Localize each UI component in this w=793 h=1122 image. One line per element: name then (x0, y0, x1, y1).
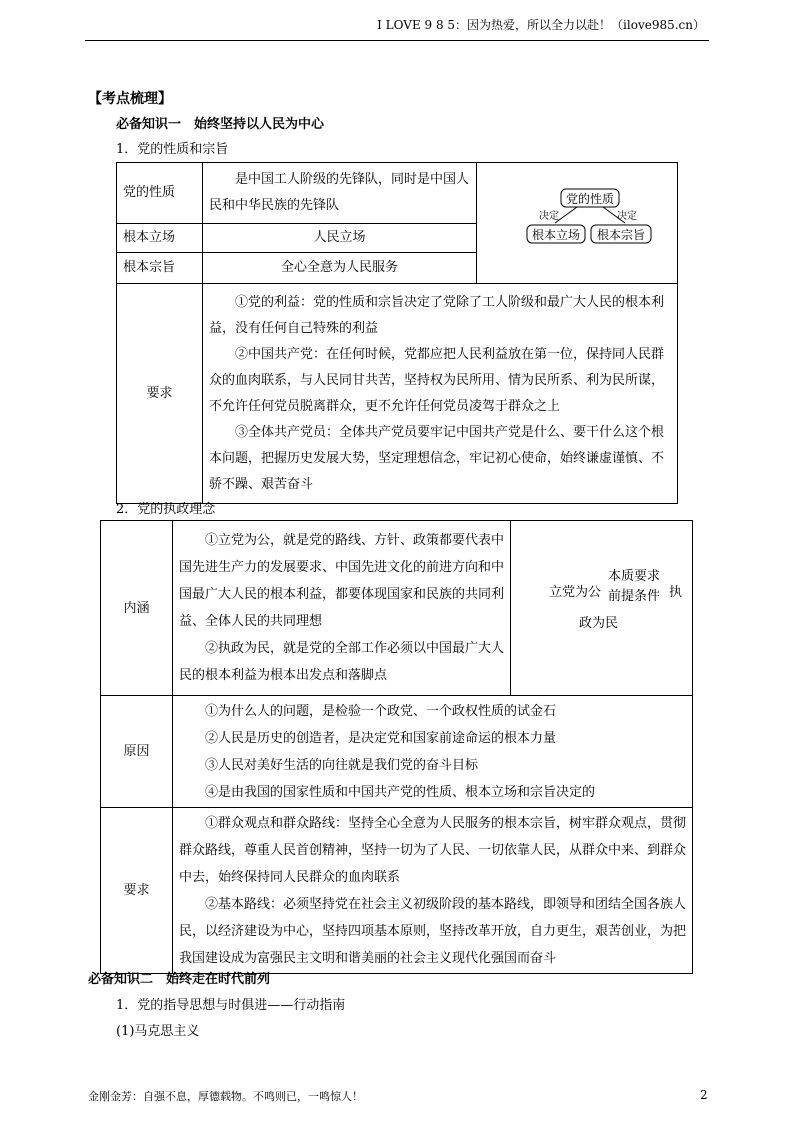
page-number: 2 (700, 1088, 708, 1102)
t1-label-purpose: 根本宗旨 (117, 253, 203, 284)
t1-req-item: ①党的利益：党的性质和宗旨决定了党除了工人阶级和最广大人民的根本利益，没有任何自己特殊的利益 (209, 294, 665, 336)
t2-connotation-item: ②执政为民，就是党的全部工作必须以中国最广大人民的根本利益为根本出发点和落脚点 (179, 641, 505, 683)
t1-label-nature: 党的性质 (117, 163, 203, 224)
party-nature-table (116, 162, 678, 504)
t1-req-item: ②中国共产党：在任何时候，党都应把人民利益放在第一位，保持同人民群众的血肉联系，与人民同甘共苦，坚持权为民所用、情为民所系、利为民所谋，不允许任何党员脱离群众，更不允许任何党员凌驾于群众之上 (209, 346, 665, 414)
t2-reason-item: ①为什么人的问题，是检验一个政党、一个政权性质的试金石 (205, 703, 557, 719)
t1-req-item: ③全体共产党员：全体共产党员要牢记中国共产党是什么、要干什么这个根本问题，把握历史发展大势，坚定理想信念，牢记初心使命，始终谦虚谨慎、不骄不躁、艰苦奋斗 (209, 424, 665, 492)
t2-reason-item: ④是由我国的国家性质和中国共产党的性质、根本立场和宗旨决定的 (205, 784, 596, 800)
knowledge-1-subtitle-2: 2．党的执政理念 (116, 502, 216, 517)
t1-label-stance: 根本立场 (117, 224, 203, 253)
t1-requirements (203, 284, 678, 504)
t2-reason-item: ②人民是历史的创造者，是决定党和国家前途命运的根本力量 (205, 730, 557, 746)
t2-req-item: ②基本路线：必须坚持党在社会主义初级阶段的基本路线，即领导和团结全国各族人民，以经济建设为中心，坚持四项基本原则，坚持改革开放，自力更生，艰苦创业，为把我国建设成为富强民主文明和谐美丽的社会主义现代化强国而奋斗 (179, 896, 687, 966)
t2-label-requirements: 要求 (101, 808, 173, 974)
diagram-decide-left: 决定 (539, 211, 559, 222)
nature-diagram-cell (477, 163, 678, 284)
t1-content-stance: 人民立场 (203, 224, 477, 253)
t2-label-connotation: 内涵 (101, 521, 173, 696)
t2-requirements (173, 808, 693, 974)
t2-reasons (173, 696, 693, 808)
diagram-decide-right: 决定 (617, 211, 637, 222)
section-title: 【考点梳理】 (88, 91, 172, 107)
t1-label-requirements: 要求 (117, 284, 203, 504)
t2-req-item: ①群众观点和群众路线：坚持全心全意为人民服务的根本宗旨，树牢群众观点，贯彻群众路线，尊重人民首创精神，坚持一切为了人民、一切依靠人民，从群众中来、到群众中去，始终保持同人民群众的血肉联系 (179, 815, 687, 885)
diagram-basic-stance: 根本立场 (531, 228, 581, 242)
knowledge-2-title: 必备知识二 始终走在时代前列 (88, 972, 271, 987)
page-header: I LOVE 9 8 5：因为热爱，所以全力以赴！（ilove985.cn） (377, 18, 705, 32)
t2-connotation-item: ①立党为公，就是党的路线、方针、政策都要代表中国先进生产力的发展要求、中国先进文化的前进方向和中国最广大人民的根本利益，都要体现国家和民族的共同利益、全体人民的共同理想 (179, 533, 505, 629)
t1-content-purpose: 全心全意为人民服务 (203, 253, 477, 284)
knowledge-1-title: 必备知识一 始终坚持以人民为中心 (116, 117, 325, 132)
diagram-party-for-public: 立党为公 (549, 585, 602, 600)
t2-reason-item: ③人民对美好生活的向往就是我们党的奋斗目标 (205, 757, 479, 773)
governance-diagram (511, 521, 693, 685)
governance-table (100, 520, 693, 974)
page-footer: 金刚金芳：自强不息，厚德载物。不鸣则已，一鸣惊人！ (88, 1090, 363, 1103)
diagram-party-nature: 党的性质 (565, 192, 615, 206)
t1-nature-text: 是中国工人阶级的先锋队，同时是中国人民和中华民族的先锋队 (209, 172, 470, 214)
diagram-essential-requirement: 本质要求 (608, 569, 661, 584)
diagram-govern-for-people: 政为民 (579, 616, 619, 631)
diagram-precondition: 前提条件 (608, 589, 661, 604)
header-rule (85, 40, 709, 41)
t2-connotation (173, 521, 511, 696)
t1-content-nature (203, 163, 477, 224)
diagram-govern-char: 执 (669, 585, 683, 600)
knowledge-2-item-1: (1)马克思主义 (116, 1024, 200, 1039)
diagram-basic-purpose: 根本宗旨 (596, 228, 646, 242)
governance-diagram-cell (511, 521, 693, 696)
knowledge-1-subtitle-1: 1．党的性质和宗旨 (116, 142, 229, 157)
t2-label-reasons: 原因 (101, 696, 173, 808)
knowledge-2-subtitle-1: 1．党的指导思想与时俱进——行动指南 (116, 998, 346, 1013)
nature-diagram (477, 163, 678, 273)
